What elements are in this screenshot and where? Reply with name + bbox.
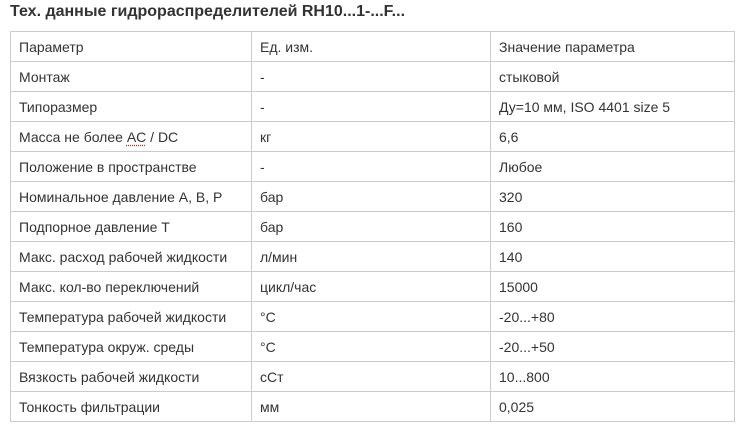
unit-cell: °C xyxy=(252,302,491,332)
unit-cell: - xyxy=(252,62,491,92)
value-cell: 160 xyxy=(491,212,735,242)
table-row xyxy=(11,152,735,182)
value-cell: Ду=10 мм, ISO 4401 size 5 xyxy=(491,92,735,122)
value-cell: -20...+80 xyxy=(491,302,735,332)
spellcheck-marked-word: AC xyxy=(126,128,147,145)
header-unit: Ед. изм. xyxy=(252,32,491,62)
page-title: Тех. данные гидрораспределителей RH10...1-...F... xyxy=(10,3,406,20)
table-header-row xyxy=(11,32,735,62)
param-cell: Температура окруж. среды xyxy=(11,332,252,362)
unit-cell: кг xyxy=(252,122,491,152)
unit-cell: сСт xyxy=(252,362,491,392)
param-cell: Макс. кол-во переключений xyxy=(11,272,252,302)
param-cell: Монтаж xyxy=(11,62,252,92)
unit-cell: мм xyxy=(252,392,491,422)
unit-cell: - xyxy=(252,152,491,182)
table-row xyxy=(11,182,735,212)
param-cell: Положение в пространстве xyxy=(11,152,252,182)
unit-cell: - xyxy=(252,92,491,122)
value-cell: 6,6 xyxy=(491,122,735,152)
value-cell: 0,025 xyxy=(491,392,735,422)
table-row xyxy=(11,362,735,392)
param-cell: Вязкость рабочей жидкости xyxy=(11,362,252,392)
param-cell: Температура рабочей жидкости xyxy=(11,302,252,332)
value-cell: 320 xyxy=(491,182,735,212)
value-cell: 10...800 xyxy=(491,362,735,392)
value-cell: стыковой xyxy=(491,62,735,92)
value-cell: 15000 xyxy=(491,272,735,302)
value-cell: -20...+50 xyxy=(491,332,735,362)
table-row xyxy=(11,92,735,122)
table-row xyxy=(11,242,735,272)
param-cell: Номинальное давление A, B, P xyxy=(11,182,252,212)
spec-table xyxy=(10,31,735,422)
unit-cell: цикл/час xyxy=(252,272,491,302)
table-row xyxy=(11,122,735,152)
value-cell: Любое xyxy=(491,152,735,182)
unit-cell: бар xyxy=(252,182,491,212)
table-row xyxy=(11,302,735,332)
param-prefix: Масса не более xyxy=(19,128,127,145)
value-cell: 140 xyxy=(491,242,735,272)
header-value: Значение параметра xyxy=(491,32,735,62)
param-cell: Тонкость фильтрации xyxy=(11,392,252,422)
table-row xyxy=(11,332,735,362)
param-cell xyxy=(11,122,252,152)
table-row xyxy=(11,62,735,92)
unit-cell: л/мин xyxy=(252,242,491,272)
unit-cell: °C xyxy=(252,332,491,362)
table-row xyxy=(11,212,735,242)
header-param: Параметр xyxy=(11,32,252,62)
param-cell: Макс. расход рабочей жидкости xyxy=(11,242,252,272)
param-cell: Типоразмер xyxy=(11,92,252,122)
table-row xyxy=(11,272,735,302)
param-suffix: / DC xyxy=(146,128,179,145)
param-cell: Подпорное давление T xyxy=(11,212,252,242)
unit-cell: бар xyxy=(252,212,491,242)
table-row xyxy=(11,392,735,422)
